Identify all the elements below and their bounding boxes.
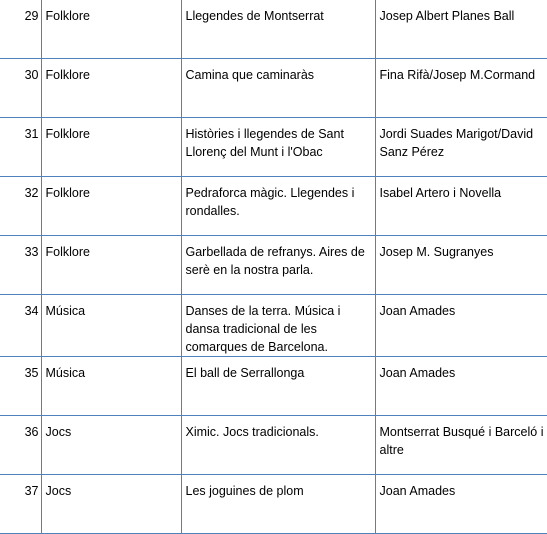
- row-title: Històries i llegendes de Sant Llorenç del Munt i l'Obac: [181, 118, 375, 177]
- row-number: 34: [0, 295, 41, 357]
- table-row: [0, 177, 547, 236]
- table-row: [0, 357, 547, 416]
- row-title: Camina que caminaràs: [181, 59, 375, 118]
- row-number: 31: [0, 118, 41, 177]
- table-row: [0, 118, 547, 177]
- row-number: 37: [0, 475, 41, 534]
- row-author: Josep M. Sugranyes: [375, 236, 547, 295]
- row-category: Folklore: [41, 236, 181, 295]
- table-row: [0, 59, 547, 118]
- row-author: Montserrat Busqué i Barceló i altre: [375, 416, 547, 475]
- row-title: Les joguines de plom: [181, 475, 375, 534]
- row-category: Música: [41, 357, 181, 416]
- row-number: 30: [0, 59, 41, 118]
- row-author: Joan Amades: [375, 475, 547, 534]
- row-number: 33: [0, 236, 41, 295]
- row-title: El ball de Serrallonga: [181, 357, 375, 416]
- row-author: Josep Albert Planes Ball: [375, 0, 547, 59]
- row-number: 36: [0, 416, 41, 475]
- row-title: Pedraforca màgic. Llegendes i rondalles.: [181, 177, 375, 236]
- row-category: Jocs: [41, 475, 181, 534]
- row-author: Joan Amades: [375, 295, 547, 357]
- row-title: Garbellada de refranys. Aires de serè en la nostra parla.: [181, 236, 375, 295]
- row-title: Danses de la terra. Música i dansa tradicional de les comarques de Barcelona.: [181, 295, 375, 357]
- row-category: Folklore: [41, 177, 181, 236]
- row-category: Jocs: [41, 416, 181, 475]
- table-row: [0, 236, 547, 295]
- row-title: Llegendes de Montserrat: [181, 0, 375, 59]
- table-row: [0, 295, 547, 357]
- row-author: Fina Rifà/Josep M.Cormand: [375, 59, 547, 118]
- row-number: 35: [0, 357, 41, 416]
- row-category: Folklore: [41, 59, 181, 118]
- row-category: Folklore: [41, 118, 181, 177]
- row-author: Jordi Suades Marigot/David Sanz Pérez: [375, 118, 547, 177]
- row-number: 32: [0, 177, 41, 236]
- row-author: Joan Amades: [375, 357, 547, 416]
- table-row: [0, 475, 547, 534]
- row-category: Folklore: [41, 0, 181, 59]
- row-number: 29: [0, 0, 41, 59]
- table-row: [0, 416, 547, 475]
- row-category: Música: [41, 295, 181, 357]
- table-row: [0, 0, 547, 59]
- row-title: Ximic. Jocs tradicionals.: [181, 416, 375, 475]
- row-author: Isabel Artero i Novella: [375, 177, 547, 236]
